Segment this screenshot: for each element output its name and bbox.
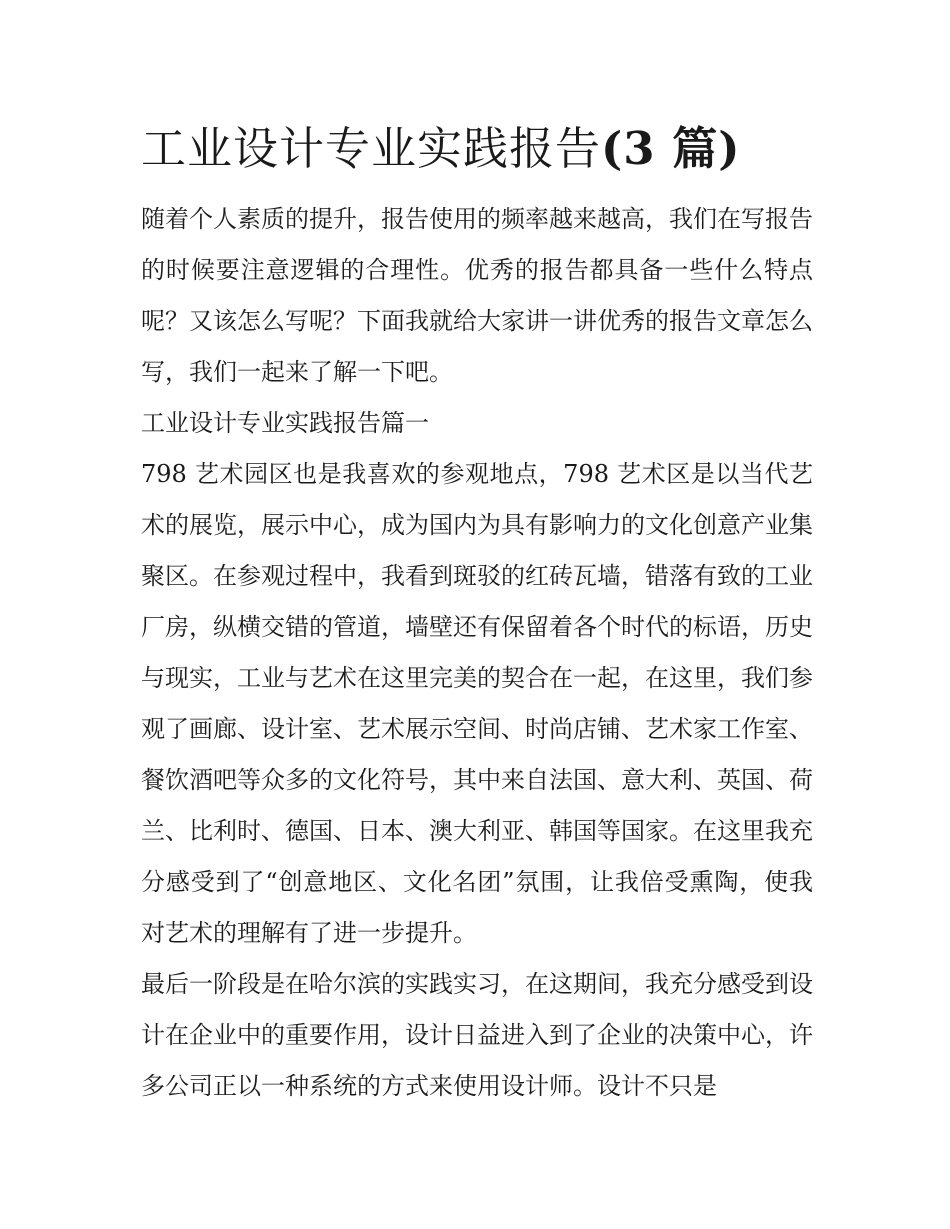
- title-main-text: 工业设计专业实践报告: [141, 122, 602, 175]
- title-suffix-text: (3 篇): [601, 122, 741, 175]
- body-paragraph-1: 798 艺术园区也是我喜欢的参观地点，798 艺术区是以当代艺术的展览，展示中心，成为国内为具有影响力的文化创意产业集聚区。在参观过程中，我看到斑驳的红砖瓦墙，错落有致的工业厂房，纵横交错的管道，墙壁还有保留着各个时代的标语，历史与现实，工业与艺术在这里完美的契合在一起，在这里，我们参观了画廊、设计室、艺术展示空间、时尚店铺、艺术家工作室、餐饮酒吧等众多的文化符号，其中来自法国、意大利、英国、荷兰、比利时、德国、日本、澳大利亚、韩国等国家。在这里我充分感受到了“创意地区、文化名团”氛围，让我倍受熏陶，使我对艺术的理解有了进一步提升。: [141, 460, 813, 947]
- document-body: [141, 118, 813, 1112]
- document-title: [141, 118, 813, 180]
- section-heading: 工业设计专业实践报告篇一: [141, 409, 429, 437]
- intro-paragraph: 随着个人素质的提升，报告使用的频率越来越高，我们在写报告的时候要注意逻辑的合理性。优秀的报告都具备一些什么特点呢？又该怎么写呢？下面我就给大家讲一讲优秀的报告文章怎么写，我们一起来了解一下吧。: [141, 205, 813, 386]
- body-paragraph-2: 最后一阶段是在哈尔滨的实践实习，在这期间，我充分感受到设计在企业中的重要作用，设计日益进入到了企业的决策中心，许多公司正以一种系统的方式来使用设计师。设计不只是: [141, 970, 813, 1100]
